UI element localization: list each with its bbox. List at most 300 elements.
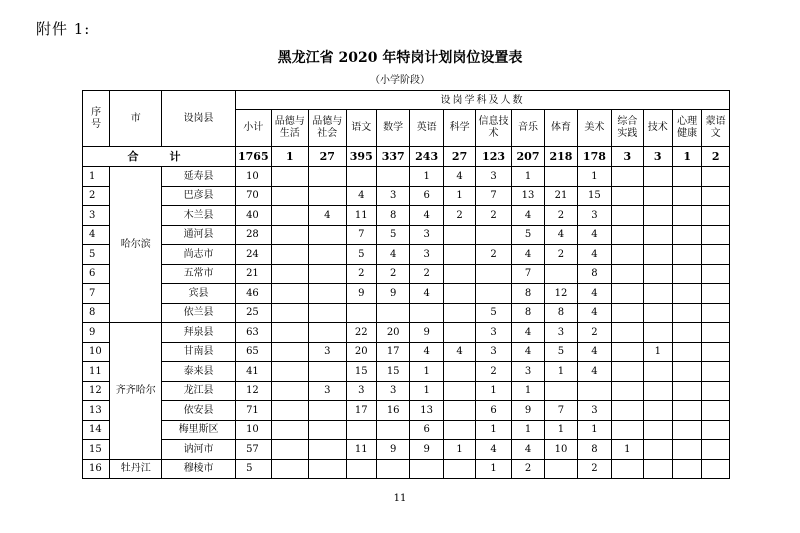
value-cell [672, 303, 701, 323]
value-cell [443, 245, 475, 265]
value-cell: 5 [376, 225, 409, 245]
value-cell [643, 401, 672, 421]
value-cell: 46 [236, 284, 271, 304]
value-cell [612, 459, 643, 479]
value-cell [672, 459, 701, 479]
value-cell: 1 [511, 167, 544, 187]
row-seq: 12 [83, 381, 110, 401]
total-cell: 1 [672, 147, 701, 167]
row-seq: 11 [83, 362, 110, 382]
row-seq: 9 [83, 323, 110, 343]
value-cell: 7 [476, 186, 511, 206]
value-cell: 6 [410, 420, 443, 440]
value-cell [643, 323, 672, 343]
value-cell: 2 [476, 206, 511, 226]
total-cell: 1765 [236, 147, 271, 167]
value-cell: 4 [309, 206, 347, 226]
row-seq: 10 [83, 342, 110, 362]
value-cell [271, 225, 309, 245]
value-cell [309, 284, 347, 304]
value-cell [271, 381, 309, 401]
value-cell: 11 [346, 206, 376, 226]
table-row [83, 362, 730, 382]
value-cell [545, 167, 577, 187]
value-cell: 2 [346, 264, 376, 284]
total-cell: 207 [511, 147, 544, 167]
value-cell [612, 284, 643, 304]
value-cell [346, 167, 376, 187]
value-cell [612, 264, 643, 284]
county-name: 依安县 [162, 401, 236, 421]
total-cell: 178 [577, 147, 611, 167]
county-name: 宾县 [162, 284, 236, 304]
value-cell: 15 [577, 186, 611, 206]
header-subject: 小计 [236, 110, 271, 147]
value-cell [643, 362, 672, 382]
value-cell [672, 420, 701, 440]
value-cell [612, 362, 643, 382]
value-cell [643, 303, 672, 323]
county-name: 泰来县 [162, 362, 236, 382]
value-cell: 15 [376, 362, 409, 382]
value-cell: 1 [545, 420, 577, 440]
page-title: 黑龙江省 2020 年特岗计划岗位设置表 [277, 50, 523, 66]
value-cell: 4 [545, 225, 577, 245]
value-cell: 40 [236, 206, 271, 226]
value-cell: 21 [236, 264, 271, 284]
value-cell: 13 [410, 401, 443, 421]
value-cell [643, 167, 672, 187]
value-cell: 4 [511, 440, 544, 460]
value-cell [309, 245, 347, 265]
value-cell: 71 [236, 401, 271, 421]
value-cell [545, 381, 577, 401]
value-cell [309, 420, 347, 440]
value-cell: 2 [410, 264, 443, 284]
value-cell: 4 [443, 342, 475, 362]
value-cell [476, 225, 511, 245]
value-cell [702, 323, 730, 343]
value-cell [443, 284, 475, 304]
value-cell: 63 [236, 323, 271, 343]
value-cell [612, 401, 643, 421]
value-cell [577, 381, 611, 401]
value-cell [443, 381, 475, 401]
header-subject: 蒙语文 [702, 110, 730, 147]
value-cell [643, 284, 672, 304]
header-subject: 体育 [545, 110, 577, 147]
value-cell: 2 [511, 459, 544, 479]
value-cell: 9 [346, 284, 376, 304]
value-cell [309, 167, 347, 187]
table-row [83, 284, 730, 304]
value-cell: 17 [376, 342, 409, 362]
value-cell [271, 362, 309, 382]
table-row [83, 206, 730, 226]
value-cell: 4 [511, 323, 544, 343]
value-cell [309, 264, 347, 284]
value-cell: 2 [476, 245, 511, 265]
total-cell: 218 [545, 147, 577, 167]
value-cell: 41 [236, 362, 271, 382]
value-cell [271, 323, 309, 343]
value-cell [309, 362, 347, 382]
value-cell: 4 [577, 245, 611, 265]
county-name: 尚志市 [162, 245, 236, 265]
county-name: 拜泉县 [162, 323, 236, 343]
total-cell: 2 [702, 147, 730, 167]
value-cell [672, 206, 701, 226]
header-subject: 信息技术 [476, 110, 511, 147]
value-cell [309, 401, 347, 421]
value-cell: 12 [545, 284, 577, 304]
header-county: 设岗县 [162, 91, 236, 147]
value-cell: 4 [443, 167, 475, 187]
value-cell [702, 186, 730, 206]
value-cell [672, 342, 701, 362]
value-cell: 2 [443, 206, 475, 226]
table-row [83, 401, 730, 421]
value-cell [702, 401, 730, 421]
total-cell: 337 [376, 147, 409, 167]
value-cell [443, 459, 475, 479]
value-cell [309, 186, 347, 206]
value-cell: 25 [236, 303, 271, 323]
value-cell: 1 [410, 381, 443, 401]
value-cell [643, 381, 672, 401]
value-cell [672, 186, 701, 206]
table-row [83, 323, 730, 343]
header-subject: 数学 [376, 110, 409, 147]
value-cell: 8 [545, 303, 577, 323]
value-cell [443, 362, 475, 382]
header-city: 市 [110, 91, 162, 147]
row-seq: 15 [83, 440, 110, 460]
value-cell: 1 [612, 440, 643, 460]
value-cell [672, 401, 701, 421]
value-cell [476, 264, 511, 284]
value-cell: 7 [545, 401, 577, 421]
value-cell: 4 [577, 362, 611, 382]
value-cell: 28 [236, 225, 271, 245]
county-name: 依兰县 [162, 303, 236, 323]
value-cell [702, 342, 730, 362]
table-row [83, 167, 730, 187]
value-cell: 1 [511, 381, 544, 401]
table-row [83, 420, 730, 440]
total-label: 合 计 [83, 147, 236, 167]
county-name: 龙江县 [162, 381, 236, 401]
value-cell [612, 225, 643, 245]
value-cell [702, 381, 730, 401]
total-cell: 27 [309, 147, 347, 167]
page-number: 11 [393, 493, 407, 504]
value-cell [672, 264, 701, 284]
value-cell: 1 [577, 167, 611, 187]
table-row [83, 342, 730, 362]
row-seq: 14 [83, 420, 110, 440]
header-subject: 品德与生活 [271, 110, 309, 147]
header-subject: 音乐 [511, 110, 544, 147]
value-cell: 1 [443, 186, 475, 206]
value-cell: 5 [346, 245, 376, 265]
county-name: 木兰县 [162, 206, 236, 226]
row-seq: 7 [83, 284, 110, 304]
value-cell: 21 [545, 186, 577, 206]
value-cell [612, 420, 643, 440]
value-cell: 9 [511, 401, 544, 421]
value-cell [545, 264, 577, 284]
value-cell [702, 459, 730, 479]
value-cell: 8 [511, 284, 544, 304]
value-cell [612, 323, 643, 343]
table-row [83, 459, 730, 479]
value-cell [672, 167, 701, 187]
value-cell [612, 206, 643, 226]
value-cell [346, 420, 376, 440]
positions-table [82, 90, 730, 479]
value-cell: 3 [346, 381, 376, 401]
value-cell [309, 459, 347, 479]
value-cell [443, 264, 475, 284]
value-cell: 4 [511, 245, 544, 265]
value-cell [410, 459, 443, 479]
value-cell: 8 [577, 264, 611, 284]
county-name: 延寿县 [162, 167, 236, 187]
value-cell [376, 459, 409, 479]
value-cell [702, 264, 730, 284]
value-cell: 3 [577, 401, 611, 421]
value-cell: 5 [545, 342, 577, 362]
value-cell: 4 [511, 206, 544, 226]
value-cell [672, 440, 701, 460]
value-cell [643, 264, 672, 284]
value-cell [309, 440, 347, 460]
value-cell [271, 440, 309, 460]
value-cell: 2 [476, 362, 511, 382]
value-cell: 4 [410, 342, 443, 362]
value-cell [309, 225, 347, 245]
value-cell: 3 [476, 167, 511, 187]
table-row [83, 440, 730, 460]
value-cell: 20 [346, 342, 376, 362]
value-cell [702, 206, 730, 226]
header-subject: 美术 [577, 110, 611, 147]
value-cell: 5 [511, 225, 544, 245]
value-cell: 4 [511, 342, 544, 362]
value-cell [643, 459, 672, 479]
county-name: 穆棱市 [162, 459, 236, 479]
county-name: 讷河市 [162, 440, 236, 460]
row-seq: 5 [83, 245, 110, 265]
value-cell: 13 [511, 186, 544, 206]
value-cell: 4 [577, 303, 611, 323]
value-cell [476, 284, 511, 304]
value-cell: 1 [476, 381, 511, 401]
header-subject: 英语 [410, 110, 443, 147]
value-cell: 12 [236, 381, 271, 401]
value-cell [443, 420, 475, 440]
row-seq: 6 [83, 264, 110, 284]
value-cell: 4 [410, 206, 443, 226]
value-cell [271, 284, 309, 304]
value-cell [443, 303, 475, 323]
value-cell: 4 [410, 284, 443, 304]
value-cell [702, 245, 730, 265]
value-cell: 3 [309, 381, 347, 401]
table-row [83, 186, 730, 206]
value-cell: 10 [236, 167, 271, 187]
value-cell: 1 [545, 362, 577, 382]
value-cell: 1 [410, 362, 443, 382]
row-seq: 8 [83, 303, 110, 323]
value-cell [702, 440, 730, 460]
value-cell [612, 342, 643, 362]
value-cell [443, 225, 475, 245]
header-subject: 技术 [643, 110, 672, 147]
value-cell [271, 420, 309, 440]
county-name: 五常市 [162, 264, 236, 284]
value-cell [346, 303, 376, 323]
value-cell [309, 303, 347, 323]
value-cell [612, 167, 643, 187]
value-cell [672, 381, 701, 401]
county-name: 梅里斯区 [162, 420, 236, 440]
page-subtitle: （小学阶段） [370, 75, 430, 86]
header-subject: 品德与社会 [309, 110, 347, 147]
value-cell: 3 [511, 362, 544, 382]
value-cell [443, 401, 475, 421]
value-cell: 2 [376, 264, 409, 284]
value-cell [271, 459, 309, 479]
value-cell: 10 [236, 420, 271, 440]
header-subject: 语文 [346, 110, 376, 147]
value-cell [672, 225, 701, 245]
value-cell [702, 303, 730, 323]
table-row [83, 303, 730, 323]
city-name: 齐齐哈尔 [110, 323, 162, 460]
value-cell: 8 [511, 303, 544, 323]
value-cell: 2 [545, 245, 577, 265]
total-cell: 27 [443, 147, 475, 167]
value-cell [410, 303, 443, 323]
value-cell: 9 [376, 284, 409, 304]
value-cell [643, 225, 672, 245]
table-row [83, 225, 730, 245]
value-cell: 24 [236, 245, 271, 265]
value-cell [702, 284, 730, 304]
value-cell: 4 [346, 186, 376, 206]
value-cell: 8 [376, 206, 409, 226]
total-cell: 3 [643, 147, 672, 167]
value-cell [271, 167, 309, 187]
value-cell [643, 186, 672, 206]
total-cell: 3 [612, 147, 643, 167]
row-seq: 2 [83, 186, 110, 206]
value-cell: 3 [577, 206, 611, 226]
header-seq: 序号 [83, 91, 110, 147]
value-cell: 1 [511, 420, 544, 440]
value-cell [612, 186, 643, 206]
value-cell: 7 [346, 225, 376, 245]
value-cell: 2 [577, 459, 611, 479]
value-cell [612, 381, 643, 401]
value-cell: 3 [410, 245, 443, 265]
value-cell [643, 420, 672, 440]
value-cell [643, 245, 672, 265]
value-cell: 3 [376, 186, 409, 206]
table-row [83, 245, 730, 265]
row-seq: 3 [83, 206, 110, 226]
header-subject: 科学 [443, 110, 475, 147]
value-cell: 17 [346, 401, 376, 421]
value-cell: 4 [577, 284, 611, 304]
value-cell [702, 420, 730, 440]
value-cell: 5 [476, 303, 511, 323]
value-cell [612, 245, 643, 265]
value-cell: 7 [511, 264, 544, 284]
value-cell: 3 [309, 342, 347, 362]
value-cell: 3 [376, 381, 409, 401]
value-cell: 4 [376, 245, 409, 265]
value-cell: 9 [410, 323, 443, 343]
total-cell: 1 [271, 147, 309, 167]
value-cell [271, 303, 309, 323]
row-seq: 4 [83, 225, 110, 245]
total-cell: 395 [346, 147, 376, 167]
value-cell: 1 [410, 167, 443, 187]
value-cell [643, 206, 672, 226]
total-cell: 123 [476, 147, 511, 167]
header-subject-group: 设岗学科及人数 [236, 91, 730, 110]
value-cell: 2 [545, 206, 577, 226]
value-cell [271, 245, 309, 265]
value-cell [376, 303, 409, 323]
row-seq: 16 [83, 459, 110, 479]
value-cell [271, 206, 309, 226]
value-cell [271, 342, 309, 362]
county-name: 甘南县 [162, 342, 236, 362]
attachment-label: 附件 1: [36, 20, 91, 38]
value-cell [376, 420, 409, 440]
table-row [83, 381, 730, 401]
value-cell: 4 [577, 342, 611, 362]
value-cell: 1 [643, 342, 672, 362]
value-cell: 1 [476, 420, 511, 440]
value-cell [672, 362, 701, 382]
value-cell [443, 323, 475, 343]
header-subject: 综合实践 [612, 110, 643, 147]
value-cell: 1 [476, 459, 511, 479]
value-cell: 10 [545, 440, 577, 460]
value-cell [271, 186, 309, 206]
value-cell: 4 [476, 440, 511, 460]
value-cell: 1 [443, 440, 475, 460]
value-cell: 4 [577, 225, 611, 245]
value-cell: 3 [476, 342, 511, 362]
value-cell: 15 [346, 362, 376, 382]
value-cell [309, 323, 347, 343]
value-cell: 3 [410, 225, 443, 245]
value-cell: 65 [236, 342, 271, 362]
value-cell [271, 264, 309, 284]
value-cell: 6 [410, 186, 443, 206]
row-seq: 13 [83, 401, 110, 421]
value-cell [271, 401, 309, 421]
value-cell [643, 440, 672, 460]
value-cell [545, 459, 577, 479]
value-cell: 20 [376, 323, 409, 343]
